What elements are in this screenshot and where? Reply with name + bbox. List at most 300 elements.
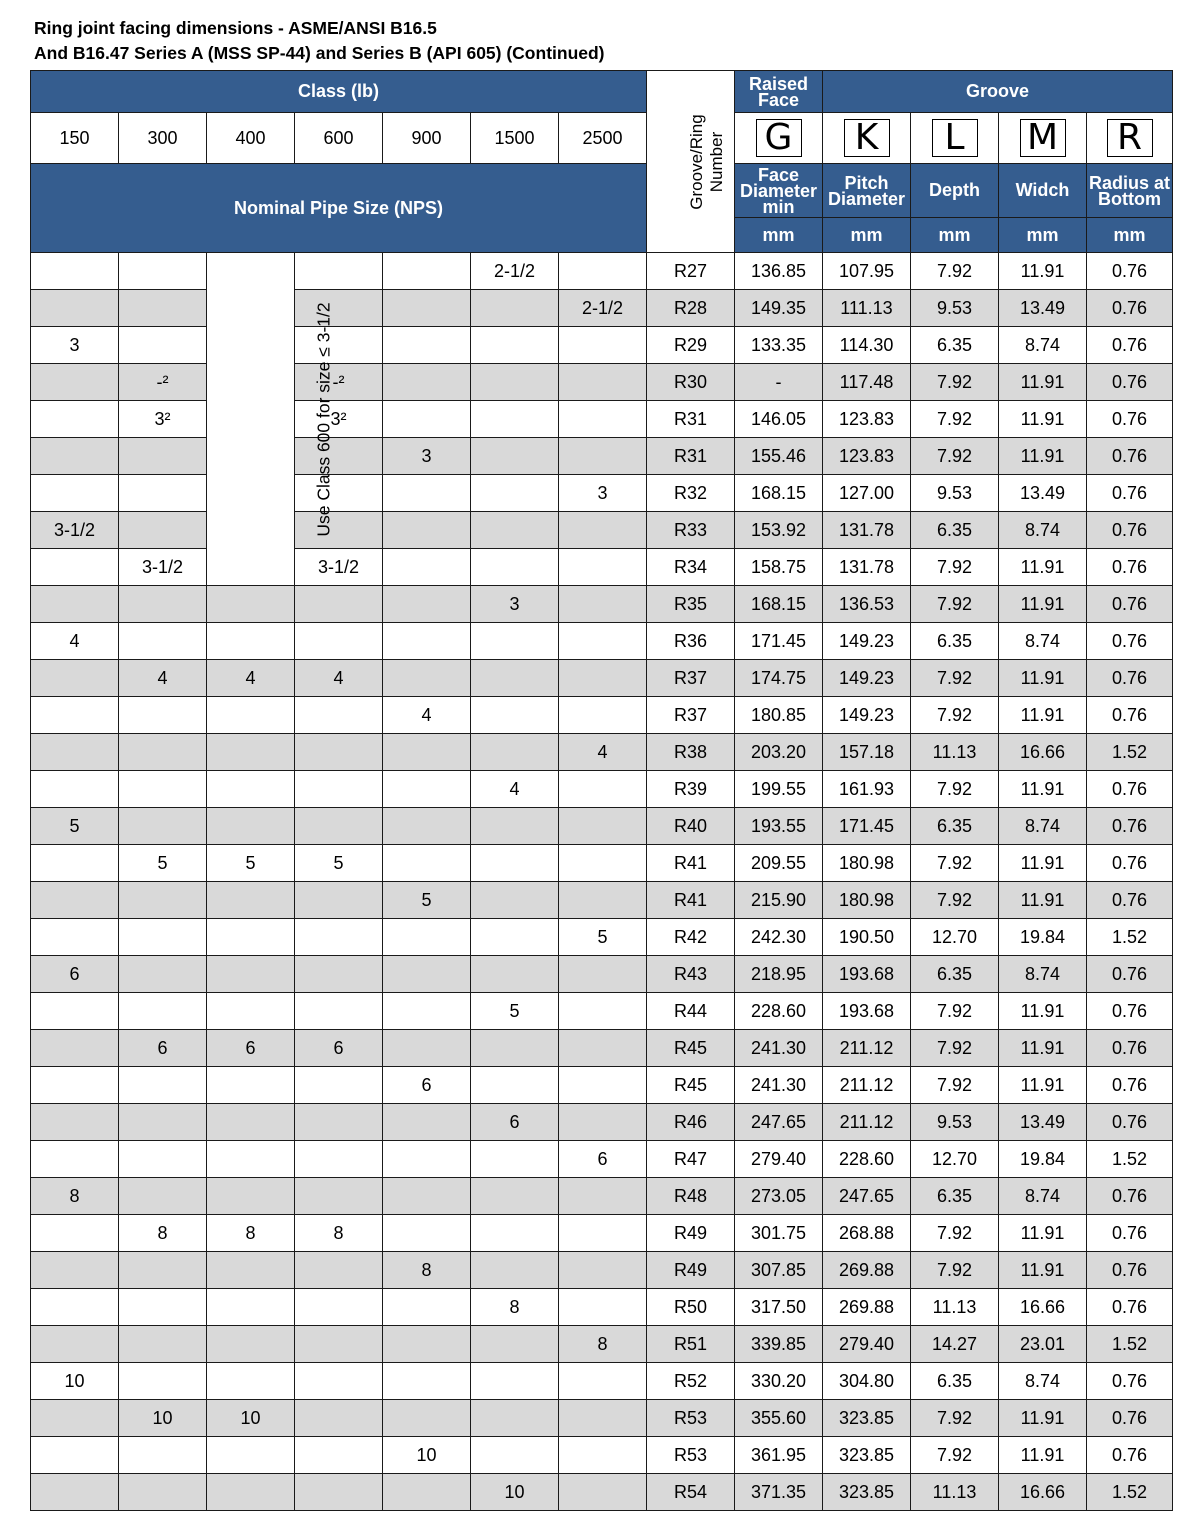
cell-class-1500	[471, 1178, 559, 1215]
cell-class-1500	[471, 1363, 559, 1400]
cell-class-900	[383, 623, 471, 660]
cell-face-diameter: 279.40	[735, 1141, 823, 1178]
cell-class-600: 3²	[295, 401, 383, 438]
cell-face-diameter: -	[735, 364, 823, 401]
cell-class-1500	[471, 1437, 559, 1474]
table-row	[31, 697, 1173, 734]
table-row	[31, 623, 1173, 660]
class-400-note-cell	[207, 253, 334, 586]
cell-class-1500: 5	[471, 993, 559, 1030]
cell-radius: 0.76	[1087, 1030, 1173, 1067]
cell-class-900	[383, 401, 471, 438]
cell-class-900	[383, 1400, 471, 1437]
cell-class-300: 6	[119, 1030, 207, 1067]
cell-pitch-diameter: 131.78	[823, 512, 911, 549]
cell-width: 8.74	[999, 956, 1087, 993]
cell-depth: 9.53	[911, 290, 999, 327]
cell-class-600	[295, 993, 383, 1030]
cell-pitch-diameter: 268.88	[823, 1215, 911, 1252]
cell-pitch-diameter: 304.80	[823, 1363, 911, 1400]
cell-ring-number: R37	[647, 660, 735, 697]
class-1500: 1500	[471, 113, 559, 164]
cell-face-diameter: 339.85	[735, 1326, 823, 1363]
cell-pitch-diameter: 117.48	[823, 364, 911, 401]
table-row	[31, 845, 1173, 882]
cell-class-2500	[559, 808, 647, 845]
cell-class-150: 5	[31, 808, 119, 845]
cell-class-600	[295, 1252, 383, 1289]
cell-depth: 6.35	[911, 956, 999, 993]
cell-face-diameter: 146.05	[735, 401, 823, 438]
width-header: Widch	[999, 164, 1087, 218]
cell-class-150	[31, 1141, 119, 1178]
cell-depth: 9.53	[911, 475, 999, 512]
cell-class-400	[207, 882, 295, 919]
cell-class-2500	[559, 1030, 647, 1067]
cell-class-300	[119, 1104, 207, 1141]
cell-class-400: 5	[207, 845, 295, 882]
cell-width: 11.91	[999, 1437, 1087, 1474]
table-row	[31, 660, 1173, 697]
cell-class-1500	[471, 1067, 559, 1104]
cell-class-900	[383, 253, 471, 290]
cell-ring-number: R46	[647, 1104, 735, 1141]
letter-r: R	[1107, 119, 1153, 157]
cell-radius: 0.76	[1087, 1104, 1173, 1141]
cell-class-2500	[559, 586, 647, 623]
cell-class-2500	[559, 1178, 647, 1215]
cell-face-diameter: 133.35	[735, 327, 823, 364]
cell-radius: 0.76	[1087, 1289, 1173, 1326]
cell-ring-number: R30	[647, 364, 735, 401]
cell-class-2500	[559, 1104, 647, 1141]
cell-radius: 0.76	[1087, 586, 1173, 623]
cell-pitch-diameter: 279.40	[823, 1326, 911, 1363]
groove-header: Groove	[823, 71, 1173, 113]
cell-class-600	[295, 1326, 383, 1363]
cell-class-600	[295, 253, 383, 290]
class-400-note: Use Class 600 for size ≤ 3-1/2	[313, 301, 334, 537]
cell-depth: 7.92	[911, 1215, 999, 1252]
cell-face-diameter: 203.20	[735, 734, 823, 771]
cell-ring-number: R42	[647, 919, 735, 956]
cell-ring-number: R45	[647, 1067, 735, 1104]
cell-class-150	[31, 1474, 119, 1511]
title-line-2: And B16.47 Series A (MSS SP-44) and Series B (API 605) (Continued)	[34, 43, 605, 63]
cell-radius: 1.52	[1087, 919, 1173, 956]
cell-class-1500	[471, 475, 559, 512]
cell-class-900	[383, 845, 471, 882]
cell-class-300	[119, 1141, 207, 1178]
cell-class-1500: 8	[471, 1289, 559, 1326]
cell-radius: 0.76	[1087, 771, 1173, 808]
cell-class-600	[295, 734, 383, 771]
table-body	[31, 253, 1173, 1511]
cell-class-400	[207, 1474, 295, 1511]
cell-depth: 6.35	[911, 327, 999, 364]
cell-depth: 11.13	[911, 734, 999, 771]
cell-class-400: 4	[207, 660, 295, 697]
cell-pitch-diameter: 180.98	[823, 882, 911, 919]
cell-radius: 0.76	[1087, 401, 1173, 438]
cell-class-900	[383, 1141, 471, 1178]
cell-class-150	[31, 1326, 119, 1363]
cell-width: 11.91	[999, 253, 1087, 290]
cell-class-600	[295, 1363, 383, 1400]
cell-class-300	[119, 771, 207, 808]
cell-class-400	[207, 734, 295, 771]
cell-width: 13.49	[999, 475, 1087, 512]
cell-class-2500	[559, 1400, 647, 1437]
cell-pitch-diameter: 107.95	[823, 253, 911, 290]
cell-class-400	[207, 1326, 295, 1363]
cell-class-150	[31, 253, 119, 290]
cell-depth: 7.92	[911, 1437, 999, 1474]
cell-class-2500	[559, 1289, 647, 1326]
cell-class-400	[207, 1252, 295, 1289]
cell-face-diameter: 307.85	[735, 1252, 823, 1289]
class-300: 300	[119, 113, 207, 164]
cell-depth: 7.92	[911, 1252, 999, 1289]
cell-class-2500: 3	[559, 475, 647, 512]
cell-pitch-diameter: 323.85	[823, 1474, 911, 1511]
letter-g: G	[756, 119, 802, 157]
cell-face-diameter: 136.85	[735, 253, 823, 290]
cell-class-400	[207, 919, 295, 956]
cell-class-1500	[471, 1400, 559, 1437]
cell-depth: 7.92	[911, 364, 999, 401]
cell-class-400	[207, 1104, 295, 1141]
cell-radius: 0.76	[1087, 512, 1173, 549]
cell-face-diameter: 153.92	[735, 512, 823, 549]
cell-depth: 7.92	[911, 697, 999, 734]
table-row	[31, 1030, 1173, 1067]
cell-pitch-diameter: 114.30	[823, 327, 911, 364]
cell-width: 11.91	[999, 882, 1087, 919]
cell-width: 23.01	[999, 1326, 1087, 1363]
class-header: Class (lb)	[31, 71, 647, 113]
cell-class-400	[207, 1437, 295, 1474]
cell-depth: 7.92	[911, 771, 999, 808]
letter-m-cell	[999, 113, 1087, 164]
cell-class-600: 4	[295, 660, 383, 697]
unit-radius: mm	[1087, 218, 1173, 253]
cell-class-600	[295, 771, 383, 808]
cell-class-2500	[559, 1437, 647, 1474]
cell-class-2500	[559, 956, 647, 993]
cell-class-1500	[471, 549, 559, 586]
cell-class-300: 10	[119, 1400, 207, 1437]
cell-face-diameter: 193.55	[735, 808, 823, 845]
cell-class-2500	[559, 549, 647, 586]
cell-face-diameter: 317.50	[735, 1289, 823, 1326]
cell-class-600	[295, 623, 383, 660]
cell-depth: 6.35	[911, 1178, 999, 1215]
cell-class-150	[31, 919, 119, 956]
cell-pitch-diameter: 180.98	[823, 845, 911, 882]
cell-width: 8.74	[999, 1363, 1087, 1400]
cell-width: 11.91	[999, 1252, 1087, 1289]
cell-class-150	[31, 290, 119, 327]
cell-class-900	[383, 512, 471, 549]
cell-class-150: 8	[31, 1178, 119, 1215]
cell-class-2500	[559, 697, 647, 734]
cell-depth: 7.92	[911, 993, 999, 1030]
table-row	[31, 1289, 1173, 1326]
cell-class-600	[295, 956, 383, 993]
letter-k-cell	[823, 113, 911, 164]
cell-radius: 0.76	[1087, 1215, 1173, 1252]
cell-pitch-diameter: 211.12	[823, 1030, 911, 1067]
cell-ring-number: R35	[647, 586, 735, 623]
groove-ring-header	[647, 71, 735, 253]
cell-ring-number: R49	[647, 1252, 735, 1289]
cell-class-600	[295, 808, 383, 845]
cell-class-1500	[471, 512, 559, 549]
table-row	[31, 253, 1173, 290]
cell-class-600: 6	[295, 1030, 383, 1067]
cell-class-900	[383, 1104, 471, 1141]
cell-class-900	[383, 1030, 471, 1067]
unit-depth: mm	[911, 218, 999, 253]
table-row	[31, 1363, 1173, 1400]
cell-pitch-diameter: 149.23	[823, 623, 911, 660]
table-row	[31, 475, 1173, 512]
cell-depth: 11.13	[911, 1474, 999, 1511]
cell-width: 8.74	[999, 623, 1087, 660]
cell-pitch-diameter: 157.18	[823, 734, 911, 771]
cell-face-diameter: 168.15	[735, 475, 823, 512]
cell-class-1500	[471, 1215, 559, 1252]
cell-class-2500	[559, 253, 647, 290]
table-row	[31, 1104, 1173, 1141]
table-row	[31, 1252, 1173, 1289]
cell-pitch-diameter: 193.68	[823, 993, 911, 1030]
cell-class-900: 6	[383, 1067, 471, 1104]
cell-radius: 1.52	[1087, 1141, 1173, 1178]
cell-class-2500	[559, 1215, 647, 1252]
class-400: 400	[207, 113, 295, 164]
cell-depth: 7.92	[911, 1030, 999, 1067]
cell-face-diameter: 168.15	[735, 586, 823, 623]
cell-class-2500	[559, 1067, 647, 1104]
cell-class-150: 10	[31, 1363, 119, 1400]
cell-pitch-diameter: 161.93	[823, 771, 911, 808]
cell-class-300	[119, 956, 207, 993]
cell-ring-number: R40	[647, 808, 735, 845]
class-150: 150	[31, 113, 119, 164]
table-row	[31, 1215, 1173, 1252]
cell-class-150	[31, 845, 119, 882]
table-row	[31, 734, 1173, 771]
cell-class-600	[295, 327, 383, 364]
cell-class-400	[207, 1289, 295, 1326]
cell-class-900	[383, 364, 471, 401]
cell-pitch-diameter: 211.12	[823, 1104, 911, 1141]
cell-radius: 0.76	[1087, 623, 1173, 660]
cell-class-400: 10	[207, 1400, 295, 1437]
cell-class-600	[295, 1178, 383, 1215]
cell-radius: 0.76	[1087, 1400, 1173, 1437]
cell-class-600	[295, 290, 383, 327]
cell-class-1500	[471, 1252, 559, 1289]
cell-class-900	[383, 734, 471, 771]
cell-class-600	[295, 697, 383, 734]
cell-class-2500	[559, 401, 647, 438]
cell-width: 11.91	[999, 660, 1087, 697]
cell-ring-number: R36	[647, 623, 735, 660]
cell-radius: 0.76	[1087, 1252, 1173, 1289]
cell-width: 11.91	[999, 586, 1087, 623]
cell-class-900	[383, 771, 471, 808]
cell-class-2500	[559, 660, 647, 697]
cell-ring-number: R50	[647, 1289, 735, 1326]
cell-class-900: 10	[383, 1437, 471, 1474]
cell-class-900: 8	[383, 1252, 471, 1289]
cell-class-1500: 2-1/2	[471, 253, 559, 290]
cell-class-150	[31, 1289, 119, 1326]
table-row	[31, 993, 1173, 1030]
cell-class-2500	[559, 993, 647, 1030]
cell-ring-number: R45	[647, 1030, 735, 1067]
cell-face-diameter: 301.75	[735, 1215, 823, 1252]
table-row	[31, 512, 1173, 549]
face-diameter-header: Face Diameter min	[735, 164, 823, 218]
cell-width: 11.91	[999, 697, 1087, 734]
table-row	[31, 290, 1173, 327]
cell-class-900	[383, 956, 471, 993]
cell-class-600	[295, 1141, 383, 1178]
cell-ring-number: R53	[647, 1400, 735, 1437]
pitch-diameter-header: Pitch Diameter	[823, 164, 911, 218]
cell-depth: 6.35	[911, 808, 999, 845]
cell-face-diameter: 355.60	[735, 1400, 823, 1437]
cell-class-150	[31, 401, 119, 438]
cell-class-300	[119, 1067, 207, 1104]
cell-class-1500	[471, 697, 559, 734]
cell-face-diameter: 361.95	[735, 1437, 823, 1474]
cell-class-300	[119, 623, 207, 660]
cell-class-400: 6	[207, 1030, 295, 1067]
cell-class-300: 8	[119, 1215, 207, 1252]
cell-class-1500	[471, 808, 559, 845]
cell-class-150	[31, 697, 119, 734]
cell-radius: 0.76	[1087, 808, 1173, 845]
cell-class-2500: 5	[559, 919, 647, 956]
cell-class-2500	[559, 438, 647, 475]
cell-pitch-diameter: 269.88	[823, 1252, 911, 1289]
cell-depth: 7.92	[911, 1067, 999, 1104]
cell-ring-number: R52	[647, 1363, 735, 1400]
cell-class-150	[31, 771, 119, 808]
cell-class-2500	[559, 1363, 647, 1400]
cell-class-300	[119, 808, 207, 845]
cell-class-1500: 10	[471, 1474, 559, 1511]
cell-width: 8.74	[999, 808, 1087, 845]
cell-pitch-diameter: 131.78	[823, 549, 911, 586]
cell-ring-number: R47	[647, 1141, 735, 1178]
cell-class-1500	[471, 327, 559, 364]
table-row	[31, 586, 1173, 623]
cell-face-diameter: 180.85	[735, 697, 823, 734]
cell-pitch-diameter: 171.45	[823, 808, 911, 845]
cell-class-150: 6	[31, 956, 119, 993]
cell-face-diameter: 171.45	[735, 623, 823, 660]
cell-class-1500	[471, 401, 559, 438]
cell-pitch-diameter: 247.65	[823, 1178, 911, 1215]
cell-depth: 7.92	[911, 549, 999, 586]
nps-header: Nominal Pipe Size (NPS)	[31, 164, 647, 253]
cell-ring-number: R34	[647, 549, 735, 586]
cell-face-diameter: 247.65	[735, 1104, 823, 1141]
groove-ring-label: Groove/Ring Number	[687, 113, 726, 210]
cell-radius: 0.76	[1087, 1363, 1173, 1400]
cell-class-300	[119, 290, 207, 327]
cell-class-1500	[471, 623, 559, 660]
cell-width: 13.49	[999, 1104, 1087, 1141]
cell-class-2500	[559, 1252, 647, 1289]
cell-pitch-diameter: 123.83	[823, 438, 911, 475]
cell-ring-number: R44	[647, 993, 735, 1030]
cell-ring-number: R49	[647, 1215, 735, 1252]
cell-pitch-diameter: 123.83	[823, 401, 911, 438]
cell-class-400: 8	[207, 1215, 295, 1252]
letter-l-cell	[911, 113, 999, 164]
cell-radius: 0.76	[1087, 697, 1173, 734]
cell-class-2500	[559, 1474, 647, 1511]
cell-class-900: 4	[383, 697, 471, 734]
cell-class-1500	[471, 1030, 559, 1067]
cell-class-400	[207, 956, 295, 993]
cell-ring-number: R31	[647, 401, 735, 438]
table-row	[31, 327, 1173, 364]
letter-k: K	[844, 119, 890, 157]
cell-radius: 1.52	[1087, 1474, 1173, 1511]
cell-class-400	[207, 771, 295, 808]
table-row	[31, 549, 1173, 586]
cell-class-600: 3-1/2	[295, 549, 383, 586]
table-row	[31, 956, 1173, 993]
unit-face: mm	[735, 218, 823, 253]
cell-class-300	[119, 586, 207, 623]
table-row	[31, 919, 1173, 956]
cell-radius: 1.52	[1087, 1326, 1173, 1363]
cell-class-1500	[471, 882, 559, 919]
ring-joint-table	[30, 70, 1173, 1511]
table-row	[31, 438, 1173, 475]
cell-width: 8.74	[999, 512, 1087, 549]
cell-radius: 0.76	[1087, 1437, 1173, 1474]
cell-ring-number: R39	[647, 771, 735, 808]
cell-face-diameter: 209.55	[735, 845, 823, 882]
cell-class-600	[295, 1400, 383, 1437]
cell-ring-number: R37	[647, 697, 735, 734]
cell-width: 11.91	[999, 549, 1087, 586]
cell-width: 11.91	[999, 1067, 1087, 1104]
cell-depth: 6.35	[911, 512, 999, 549]
cell-class-600	[295, 438, 383, 475]
table-row	[31, 1067, 1173, 1104]
table-row	[31, 1437, 1173, 1474]
cell-ring-number: R54	[647, 1474, 735, 1511]
cell-class-2500: 2-1/2	[559, 290, 647, 327]
cell-class-400	[207, 1178, 295, 1215]
letter-l: L	[932, 119, 978, 157]
cell-class-600	[295, 1437, 383, 1474]
cell-class-400	[207, 808, 295, 845]
depth-header: Depth	[911, 164, 999, 218]
cell-width: 19.84	[999, 1141, 1087, 1178]
